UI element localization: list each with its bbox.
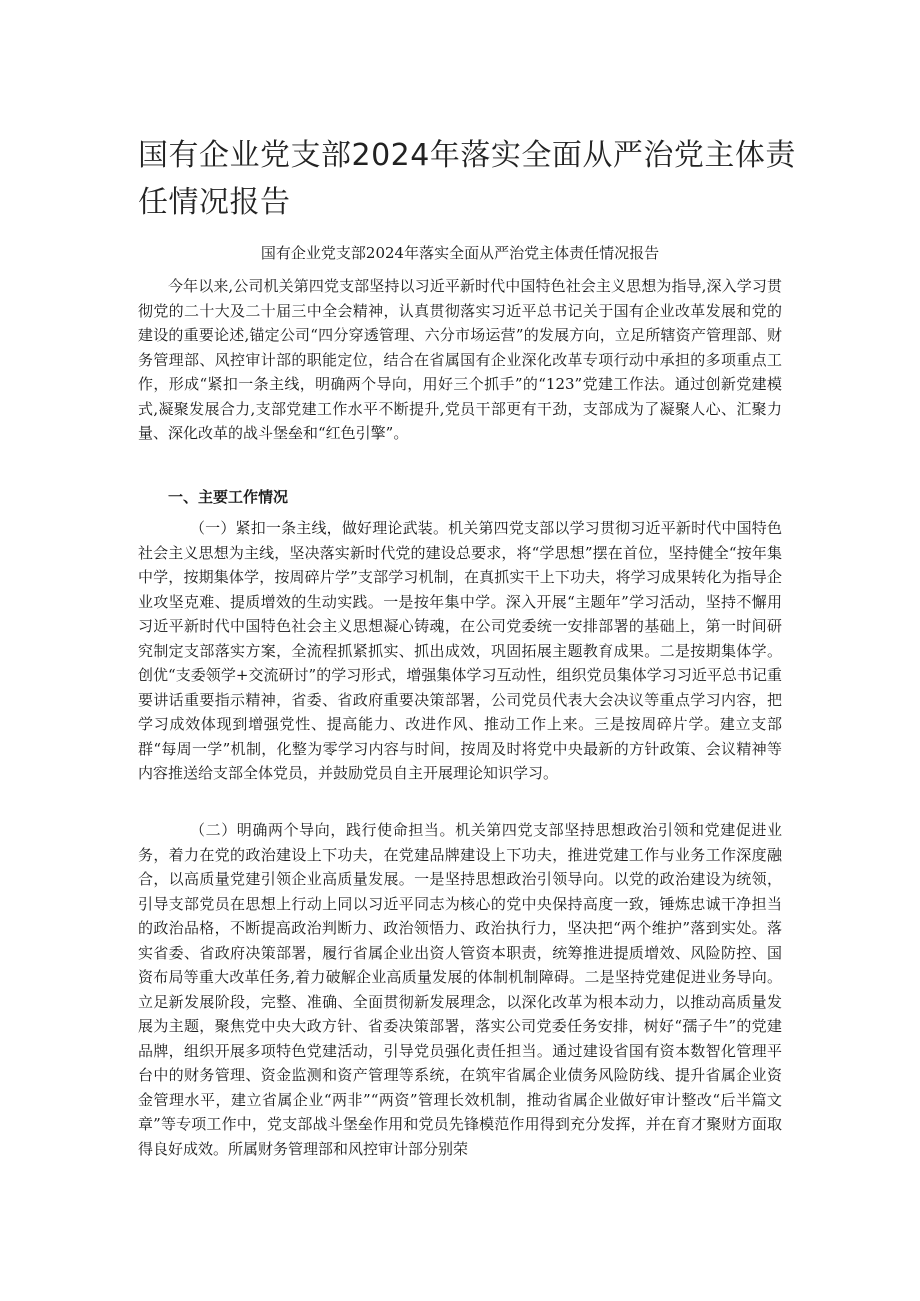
body-paragraph-1: （一）紧扣一条主线，做好理论武装。机关第四党支部以学习贯彻习近平新时代中国特色社会主义思想为主线，坚决落实新时代党的建设总要求，将“学思想”摆在首位，坚持健全“按年集中学，按期集体学，按周碎片学”支部学习机制，在真抓实干上下功夫，将学习成果转化为指导企业攻坚克难、提质增效的生动实践。一是按年集中学。深入开展“主题年”学习活动，坚持不懈用习近平新时代中国特色社会主义思想凝心铸魂，在公司党委统一安排部署的基础上，第一时间研究制定支部落实方案，全流程抓紧抓实、抓出成效，巩固拓展主题教育成果。二是按期集体学。创优“支委领学+交流研讨”的学习形式，增强集体学习互动性，组织党员集体学习习近平总书记重要讲话重要指示精神，省委、省政府重要决策部署，公司党员代表大会决议等重点学习内容，把学习成效体现到增强党性、提高能力、改进作风、推动工作上来。三是按周碎片学。建立支部群“每周一学”机制，化整为零学习内容与时间，按周及时将党中央最新的方针政策、会议精神等内容推送给支部全体党员，并鼓励党员自主开展理论知识学习。 (138, 519, 782, 782)
body-paragraph-2: （二）明确两个导向，践行使命担当。机关第四党支部坚持思想政治引领和党建促进业务，着力在党的政治建设上下功夫，在党建品牌建设上下功夫，推进党建工作与业务工作深度融合，以高质量党建引领企业高质量发展。一是坚持思想政治引领导向。以党的政治建设为统领，引导支部党员在思想上行动上同以习近平同志为核心的党中央保持高度一致，锤炼忠诚干净担当的政治品格，不断提高政治判断力、政治领悟力、政治执行力，坚决把“两个维护”落到实处。落实省委、省政府决策部署，履行省属企业出资人管资本职责，统筹推进提质增效、风险防控、国资布局等重大改革任务,着力破解企业高质量发展的体制机制障碍。二是坚持党建促进业务导向。立足新发展阶段，完整、准确、全面贯彻新发展理念，以深化改革为根本动力，以推动高质量发展为主题，聚焦党中央大政方针、省委决策部署，落实公司党委任务安排，树好“孺子牛”的党建品牌，组织开展多项特色党建活动，引导党员强化责任担当。通过建设省国有资本数智化管理平台中的财务管理、资金监测和资产管理等系统，在筑牢省属企业债务风险防线、提升省属企业资金管理水平，建立省属企业“两非”“两资”管理长效机制，推动省属企业做好审计整改“后半篇文章”等专项工作中，党支部战斗堡垒作用和党员先锋模范作用得到充分发挥，并在育才聚财方面取得良好成效。所属财务管理部和风控审计部分别荣 (138, 821, 782, 1158)
intro-paragraph: 今年以来,公司机关第四党支部坚持以习近平新时代中国特色社会主义思想为指导,深入学习贯彻党的二十大及二十届三中全会精神，认真贯彻落实习近平总书记关于国有企业改革发展和党的建设的重要论述,锚定公司“四分穿透管理、六分市场运营”的发展方向，立足所辖资产管理部、财务管理部、风控审计部的职能定位，结合在省属国有企业深化改革专项行动中承担的多项重点工作，形成“紧扣一条主线，明确两个导向，用好三个抓手”的“123”党建工作法。通过创新党建模式,凝聚发展合力,支部党建工作水平不断提升,党员干部更有干劲，支部成为了凝聚人心、汇聚力量、深化改革的战斗堡垒和“红色引擎”。 (138, 277, 782, 442)
document-title: 国有企业党支部2024年落实全面从严治党主体责任情况报告 (138, 138, 796, 220)
document-subtitle: 国有企业党支部2024年落实全面从严治党主体责任情况报告 (260, 244, 660, 262)
section-heading: 一、主要工作情况 (168, 488, 289, 506)
